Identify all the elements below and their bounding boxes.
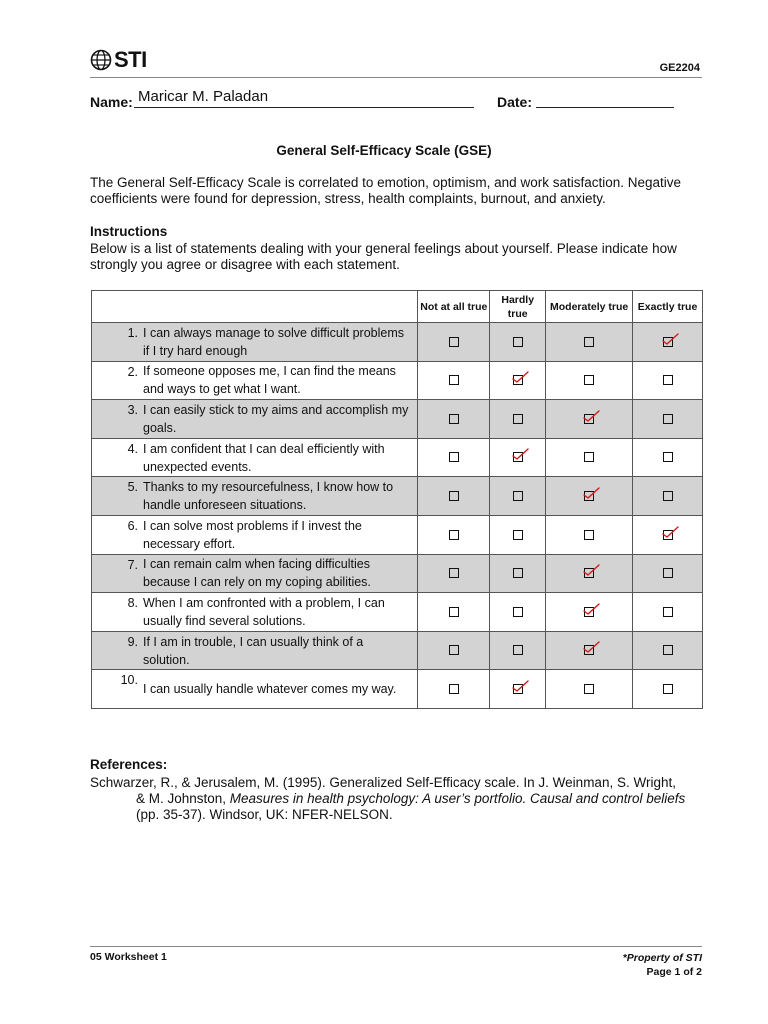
check-mark-icon bbox=[509, 676, 531, 698]
response-cell-hardly-true bbox=[490, 438, 546, 477]
name-label: Name: bbox=[90, 94, 133, 110]
statement-cell bbox=[92, 361, 418, 400]
reference-line-2 bbox=[90, 791, 702, 807]
page-title: General Self-Efficacy Scale (GSE) bbox=[276, 143, 492, 158]
table-row bbox=[92, 438, 703, 477]
checkbox[interactable] bbox=[449, 530, 459, 540]
reference-line-1: Schwarzer, R., & Jerusalem, M. (1995). Generalized Self-Efficacy scale. In J. Weinman, S. Wright, bbox=[90, 775, 676, 790]
check-mark-icon bbox=[509, 367, 531, 389]
header-exactly-true: Exactly true bbox=[633, 291, 703, 323]
table-row bbox=[92, 400, 703, 439]
response-cell-not-at-all-true bbox=[418, 593, 490, 632]
name-field[interactable]: Maricar M. Paladan bbox=[138, 88, 269, 105]
checkbox[interactable] bbox=[663, 568, 673, 578]
statement-number: 4. bbox=[127, 441, 138, 456]
response-cell-moderately-true bbox=[546, 631, 633, 670]
sti-logo bbox=[90, 46, 147, 74]
table-row bbox=[92, 593, 703, 632]
check-mark-icon bbox=[580, 637, 602, 659]
footer-property: *Property of STI bbox=[622, 952, 702, 964]
gse-table bbox=[91, 290, 703, 709]
statement-cell bbox=[92, 400, 418, 439]
response-cell-exactly-true bbox=[633, 361, 703, 400]
response-cell-exactly-true bbox=[633, 631, 703, 670]
table-row bbox=[92, 361, 703, 400]
checkbox[interactable] bbox=[449, 375, 459, 385]
statement-cell bbox=[92, 323, 418, 362]
checkbox[interactable] bbox=[584, 452, 594, 462]
checkbox[interactable] bbox=[584, 530, 594, 540]
checkbox[interactable] bbox=[449, 452, 459, 462]
checkbox[interactable] bbox=[449, 645, 459, 655]
response-cell-hardly-true bbox=[490, 554, 546, 593]
response-cell-exactly-true bbox=[633, 593, 703, 632]
check-mark-icon bbox=[580, 406, 602, 428]
statement-text: If I am in trouble, I can usually think of a solution. bbox=[143, 634, 364, 667]
statement-number: 9. bbox=[127, 634, 138, 649]
table-row bbox=[92, 631, 703, 670]
statement-text: I can remain calm when facing difficulties because I can rely on my coping abilities. bbox=[143, 557, 371, 590]
logo-text: STI bbox=[114, 47, 147, 72]
statement-text: I am confident that I can deal efficiently with unexpected events. bbox=[143, 441, 385, 474]
instructions-heading: Instructions bbox=[90, 224, 168, 239]
response-cell-moderately-true bbox=[546, 593, 633, 632]
checkbox[interactable] bbox=[584, 414, 594, 424]
response-cell-moderately-true bbox=[546, 670, 633, 709]
checkbox[interactable] bbox=[513, 414, 523, 424]
date-label: Date: bbox=[497, 94, 533, 110]
response-cell-exactly-true bbox=[633, 323, 703, 362]
check-mark-icon bbox=[580, 560, 602, 582]
response-cell-hardly-true bbox=[490, 400, 546, 439]
response-cell-moderately-true bbox=[546, 323, 633, 362]
response-cell-exactly-true bbox=[633, 554, 703, 593]
name-field-line bbox=[134, 107, 474, 108]
statement-number: 6. bbox=[127, 518, 138, 533]
response-cell-moderately-true bbox=[546, 477, 633, 516]
globe-icon bbox=[90, 49, 112, 71]
checkbox[interactable] bbox=[449, 607, 459, 617]
checkbox[interactable] bbox=[584, 684, 594, 694]
response-cell-moderately-true bbox=[546, 515, 633, 554]
response-cell-hardly-true bbox=[490, 593, 546, 632]
statement-text: If someone opposes me, I can find the means and ways to get what I want. bbox=[143, 364, 396, 397]
statement-number: 2. bbox=[127, 364, 138, 379]
header-moderately-true: Moderately true bbox=[546, 291, 633, 323]
statement-cell bbox=[92, 477, 418, 516]
reference-authors: & M. Johnston, bbox=[136, 791, 230, 806]
statement-cell bbox=[92, 515, 418, 554]
check-mark-icon bbox=[580, 599, 602, 621]
statement-text: I can always manage to solve difficult problems if I try hard enough bbox=[143, 325, 405, 358]
response-cell-hardly-true bbox=[490, 670, 546, 709]
header-divider bbox=[90, 77, 702, 78]
checkbox[interactable] bbox=[513, 568, 523, 578]
statement-cell bbox=[92, 438, 418, 477]
response-cell-exactly-true bbox=[633, 438, 703, 477]
statement-number: 5. bbox=[127, 480, 138, 495]
checkbox[interactable] bbox=[663, 530, 673, 540]
response-cell-not-at-all-true bbox=[418, 477, 490, 516]
statement-cell bbox=[92, 593, 418, 632]
footer-page-number: Page 1 of 2 bbox=[646, 966, 702, 978]
check-mark-icon bbox=[580, 483, 602, 505]
statement-cell bbox=[92, 554, 418, 593]
statement-number: 8. bbox=[127, 596, 138, 611]
footer-right bbox=[623, 951, 702, 979]
statement-number: 3. bbox=[127, 403, 138, 418]
checkbox[interactable] bbox=[513, 684, 523, 694]
checkbox[interactable] bbox=[449, 568, 459, 578]
checkbox[interactable] bbox=[663, 375, 673, 385]
checkbox[interactable] bbox=[449, 684, 459, 694]
statement-number: 7. bbox=[127, 557, 138, 572]
header-hardly-true: Hardly true bbox=[490, 291, 546, 323]
checkbox[interactable] bbox=[584, 491, 594, 501]
header-statement bbox=[92, 291, 418, 323]
response-cell-hardly-true bbox=[490, 631, 546, 670]
table-header-row bbox=[92, 291, 703, 323]
checkbox[interactable] bbox=[584, 568, 594, 578]
statement-text: I can usually handle whatever comes my way. bbox=[143, 682, 397, 697]
statement-number: 1. bbox=[127, 326, 138, 340]
checkbox[interactable] bbox=[663, 491, 673, 501]
checkbox[interactable] bbox=[513, 607, 523, 617]
checkbox[interactable] bbox=[663, 645, 673, 655]
table-row bbox=[92, 670, 703, 709]
response-cell-not-at-all-true bbox=[418, 438, 490, 477]
footer-divider bbox=[90, 946, 702, 947]
check-mark-icon bbox=[659, 522, 681, 544]
name-date-row bbox=[90, 88, 702, 112]
checkbox[interactable] bbox=[513, 375, 523, 385]
checkbox[interactable] bbox=[584, 607, 594, 617]
statement-cell bbox=[92, 670, 418, 709]
checkbox[interactable] bbox=[584, 645, 594, 655]
response-cell-not-at-all-true bbox=[418, 400, 490, 439]
checkbox[interactable] bbox=[513, 337, 523, 347]
header-not-at-all-true: Not at all true bbox=[418, 291, 490, 323]
checkbox[interactable] bbox=[513, 491, 523, 501]
checkbox[interactable] bbox=[513, 452, 523, 462]
statement-number: 10. bbox=[120, 673, 138, 688]
checkbox[interactable] bbox=[513, 645, 523, 655]
intro-paragraph: The General Self-Efficacy Scale is correlated to emotion, optimism, and work satisfaction. Negative coefficients were found for depression, stress, health complaints, burnout, and anxiety. bbox=[90, 175, 682, 206]
response-cell-not-at-all-true bbox=[418, 554, 490, 593]
response-cell-not-at-all-true bbox=[418, 515, 490, 554]
statement-text: I can solve most problems if I invest the necessary effort. bbox=[143, 518, 362, 551]
checkbox[interactable] bbox=[584, 375, 594, 385]
response-cell-not-at-all-true bbox=[418, 670, 490, 709]
response-cell-moderately-true bbox=[546, 438, 633, 477]
course-code: GE2204 bbox=[659, 62, 700, 74]
table-row bbox=[92, 554, 703, 593]
response-cell-hardly-true bbox=[490, 323, 546, 362]
response-cell-exactly-true bbox=[633, 515, 703, 554]
statement-text: When I am confronted with a problem, I can usually find several solutions. bbox=[143, 595, 385, 628]
footer-worksheet: 05 Worksheet 1 bbox=[90, 951, 167, 963]
checkbox[interactable] bbox=[584, 337, 594, 347]
table-row bbox=[92, 477, 703, 516]
checkbox[interactable] bbox=[663, 414, 673, 424]
statement-text: I can easily stick to my aims and accomplish my goals. bbox=[143, 402, 409, 435]
response-cell-moderately-true bbox=[546, 554, 633, 593]
response-cell-hardly-true bbox=[490, 515, 546, 554]
response-cell-exactly-true bbox=[633, 400, 703, 439]
reference-book-title: Measures in health psychology: A user’s portfolio. Causal and control beliefs bbox=[229, 791, 686, 806]
references-heading: References: bbox=[90, 757, 168, 772]
checkbox[interactable] bbox=[663, 607, 673, 617]
reference-entry bbox=[90, 775, 702, 823]
response-cell-hardly-true bbox=[490, 361, 546, 400]
instructions-text: Below is a list of statements dealing with your general feelings about yourself. Please indicate how strongly you agree or disagree with each statement. bbox=[90, 241, 677, 272]
statement-cell bbox=[92, 631, 418, 670]
check-mark-icon bbox=[509, 444, 531, 466]
checkbox[interactable] bbox=[663, 684, 673, 694]
table-row bbox=[92, 515, 703, 554]
response-cell-not-at-all-true bbox=[418, 631, 490, 670]
check-mark-icon bbox=[659, 329, 681, 351]
reference-line-3: (pp. 35-37). Windsor, UK: NFER-NELSON. bbox=[136, 807, 393, 822]
response-cell-not-at-all-true bbox=[418, 361, 490, 400]
checkbox[interactable] bbox=[449, 337, 459, 347]
table-row bbox=[92, 323, 703, 362]
response-cell-exactly-true bbox=[633, 670, 703, 709]
checkbox[interactable] bbox=[513, 530, 523, 540]
checkbox[interactable] bbox=[663, 452, 673, 462]
response-cell-moderately-true bbox=[546, 361, 633, 400]
response-cell-hardly-true bbox=[490, 477, 546, 516]
statement-text: Thanks to my resourcefulness, I know how to handle unforeseen situations. bbox=[143, 480, 394, 513]
date-field[interactable] bbox=[536, 107, 674, 108]
response-cell-not-at-all-true bbox=[418, 323, 490, 362]
response-cell-exactly-true bbox=[633, 477, 703, 516]
checkbox[interactable] bbox=[449, 491, 459, 501]
checkbox[interactable] bbox=[449, 414, 459, 424]
response-cell-moderately-true bbox=[546, 400, 633, 439]
checkbox[interactable] bbox=[663, 337, 673, 347]
